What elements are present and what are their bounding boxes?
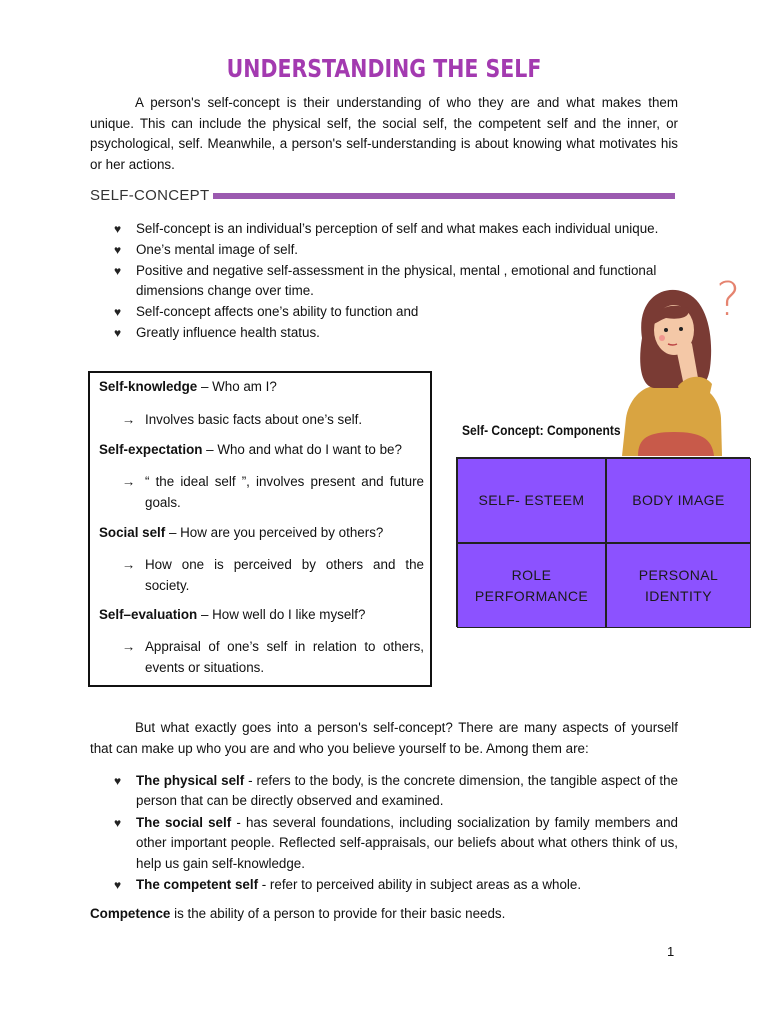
component-cell: PERSONAL IDENTITY <box>606 543 751 628</box>
box-detail: → Involves basic facts about one’s self. <box>124 410 424 431</box>
heart-icon: ♥ <box>114 242 122 257</box>
intro-paragraph: A person's self-concept is their understanding of who they are and what makes them unique. This can include the physical self, the social self, the competent self and the inner, or psychological, self. Meanwhile, a person's self-understanding is about knowing what motivates his or her actions. <box>90 95 678 172</box>
list-item: ♥ One’s mental image of self. <box>90 240 678 261</box>
component-cell: SELF- ESTEEM <box>457 458 606 543</box>
box-question: Self-expectation – Who and what do I want to be? <box>99 442 402 457</box>
list-item: ♥ Greatly influence health status. <box>90 323 678 344</box>
arrow-icon: → <box>122 557 136 572</box>
box-detail: → “ the ideal self ”, involves present and future goals. <box>122 474 424 510</box>
section-rule <box>213 193 675 199</box>
list-item: ♥ Self-concept affects one’s ability to function and <box>90 302 678 323</box>
arrow-icon: → <box>122 412 136 427</box>
box-question: Social self – How are you perceived by others? <box>99 525 384 540</box>
box-question: Self-knowledge – Who am I? <box>99 379 277 394</box>
list-item: ♥ Self-concept is an individual’s perception of self and what makes each individual unique. <box>90 219 678 240</box>
heart-icon: ♥ <box>114 815 122 830</box>
aspects-bullet-list <box>90 771 678 895</box>
arrow-icon: → <box>122 639 136 654</box>
heart-icon: ♥ <box>114 878 122 893</box>
list-item: ♥ Positive and negative self-assessment in the physical, mental , emotional and functional dimensions change over time. <box>114 262 657 299</box>
heart-icon: ♥ <box>114 305 122 320</box>
list-item: ♥ The physical self - refers to the body, is the concrete dimension, the tangible aspect of the person that can be directly observed and examined. <box>114 773 678 809</box>
section-header <box>90 186 676 208</box>
heart-icon: ♥ <box>114 263 122 278</box>
heart-icon: ♥ <box>114 222 122 236</box>
thinking-woman-illustration <box>618 278 728 458</box>
component-cell: BODY IMAGE <box>606 458 751 543</box>
component-cell: ROLE PERFORMANCE <box>457 543 606 628</box>
competence-definition: Competence is the ability of a person to provide for their basic needs. <box>90 906 506 921</box>
heart-icon: ♥ <box>114 325 122 340</box>
page-number: 1 <box>667 944 675 959</box>
aspects-intro-paragraph: But what exactly goes into a person's self-concept? There are many aspects of yourself that can make up who you are and who you believe yourself to be. Among them are: <box>90 720 678 756</box>
components-grid <box>456 457 750 627</box>
box-detail: → Appraisal of one’s self in relation to others, events or situations. <box>122 639 424 675</box>
self-concept-box <box>88 371 432 687</box>
box-question: Self–evaluation – How well do I like myself? <box>99 607 366 622</box>
list-item: ♥ The social self - has several foundations, including socialization by family members and other important people. Reflected self-appraisals, our beliefs about what others think of us, help us gain self-knowledge. <box>114 814 678 871</box>
concept-bullet-list <box>90 219 678 344</box>
box-detail: → How one is perceived by others and the society. <box>122 557 424 593</box>
arrow-icon: → <box>122 474 136 489</box>
heart-icon: ♥ <box>114 774 122 788</box>
question-mark-icon: ? <box>716 272 741 326</box>
components-title: Self- Concept: Components <box>462 422 621 438</box>
page-title: UNDERSTANDING THE SELF <box>226 54 542 83</box>
section-label: SELF-CONCEPT <box>90 187 210 204</box>
list-item: ♥ The competent self - refer to perceived ability in subject areas as a whole. <box>90 875 678 895</box>
